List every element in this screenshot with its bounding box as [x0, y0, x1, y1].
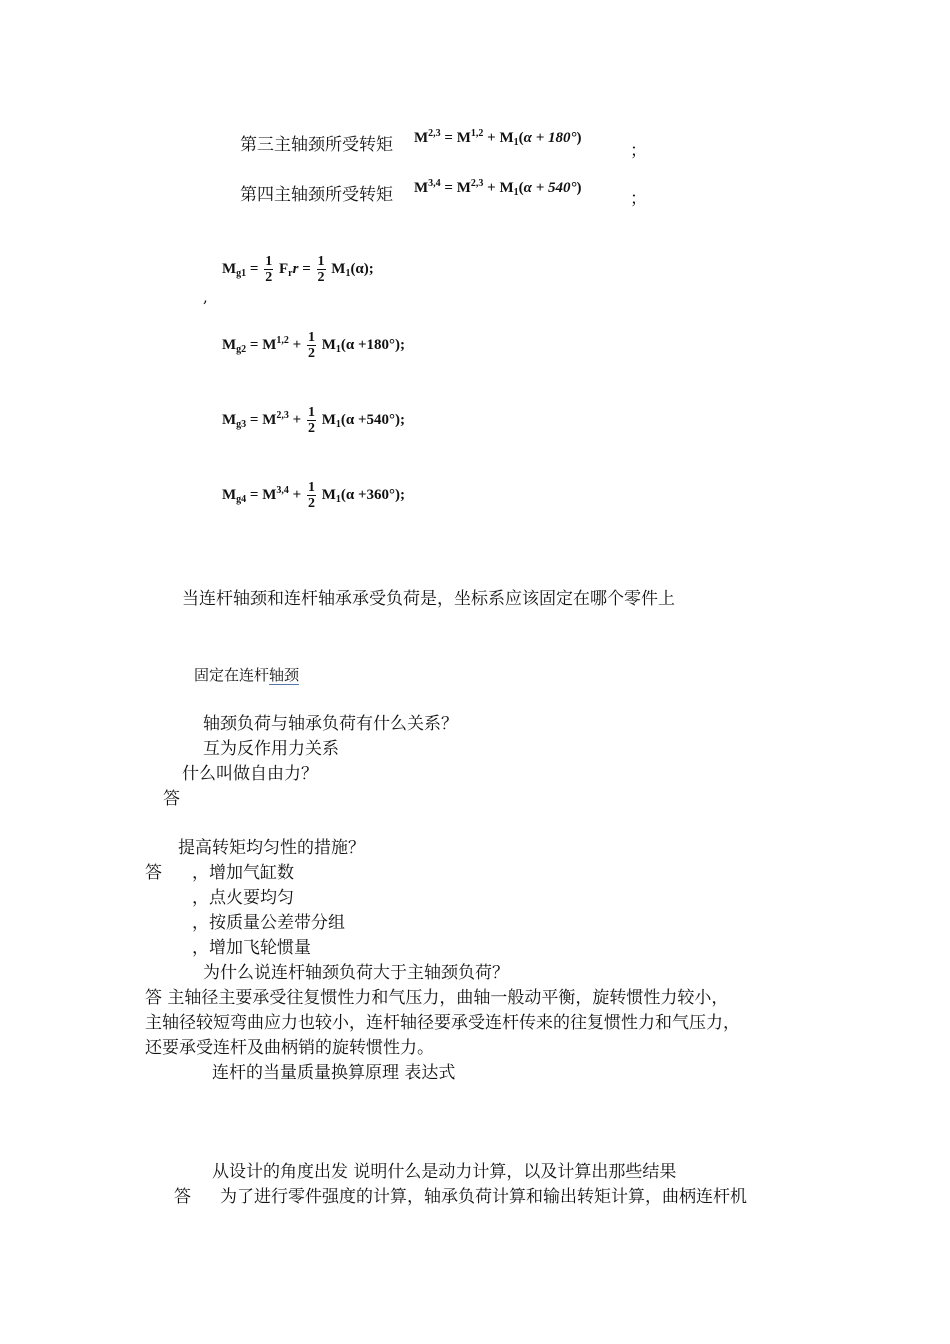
answer-uniformity-item-2: ，点火要均匀	[192, 888, 294, 908]
answer-relation: 互为反作用力关系	[203, 739, 339, 759]
answer-uniformity-item-3: ，按质量公差带分组	[192, 913, 345, 933]
torque4-label: 第四主轴颈所受转矩	[240, 185, 393, 205]
formula-m23: $M^{2,3} = M^{1,2} + M_1(\alpha + 180^\circ)$	[414, 128, 582, 148]
semicolon-2: ；	[630, 189, 647, 209]
question-why-load: 为什么说连杆轴颈负荷大于主轴颈负荷？	[203, 963, 509, 983]
torque-line-3	[240, 134, 393, 156]
torque3-label: 第三主轴颈所受转矩	[240, 135, 393, 155]
question-equivalent-mass: 连杆的当量质量换算原理 表达式	[212, 1063, 456, 1083]
answer-why-line-1: 答 主轴径主要承受往复惯性力和气压力，曲轴一般动平衡，旋转惯性力较小，	[145, 988, 729, 1008]
torque-line-4	[240, 184, 393, 206]
answer-dynamics-label: 答	[174, 1187, 191, 1207]
question-uniformity: 提高转矩均匀性的措施？	[178, 838, 365, 858]
formula-m34: $M^{3,4} = M^{2,3} + M_1(\alpha + 540^\circ)$	[414, 178, 582, 198]
answer-free-force: 答	[163, 789, 180, 809]
answer-dynamics-text: 为了进行零件强度的计算，轴承负荷计算和输出转矩计算，曲柄连杆机	[220, 1187, 747, 1207]
answer-uniformity-label: 答	[145, 863, 162, 883]
question-coordinate: 当连杆轴颈和连杆轴承承受负荷是，坐标系应该固定在哪个零件上	[182, 589, 675, 609]
question-free-force: 什么叫做自由力？	[182, 764, 318, 784]
answer-coordinate-link[interactable]: 轴颈	[269, 666, 300, 684]
answer-uniformity-item-1: ，增加气缸数	[192, 863, 294, 883]
formula-mg3: $M_{g3} = M^{2,3}$ + $\frac{1}{2}$ $M_1(\alpha +540^\circ)$;	[222, 405, 406, 436]
formula-mg2: $M_{g2} = M^{1,2}$ + $\frac{1}{2}$ $M_1(\alpha +180^\circ)$;	[222, 330, 406, 361]
question-dynamics: 从设计的角度出发 说明什么是动力计算，以及计算出那些结果	[212, 1162, 677, 1182]
question-relation: 轴颈负荷与轴承负荷有什么关系？	[203, 714, 458, 734]
answer-uniformity-item-4: ，增加飞轮惯量	[192, 938, 311, 958]
formula-mg1: $M_{g1}$ = $\frac{1}{2}$ $F_rr$ = $\frac{1}{2}$ $M_1(\alpha)$;	[222, 254, 374, 285]
answer-why-line-3: 还要承受连杆及曲柄销的旋转惯性力。	[145, 1038, 434, 1058]
answer-why-line-2: 主轴径较短弯曲应力也较小，连杆轴径要承受连杆传来的往复惯性力和气压力，	[145, 1013, 740, 1033]
stray-comma: ,	[203, 288, 208, 306]
formula-mg4: $M_{g4} = M^{3,4}$ + $\frac{1}{2}$ $M_1(\alpha +360^\circ)$;	[222, 480, 406, 511]
answer-coordinate: 固定在连杆轴颈	[194, 666, 300, 684]
semicolon-1: ；	[630, 141, 647, 161]
